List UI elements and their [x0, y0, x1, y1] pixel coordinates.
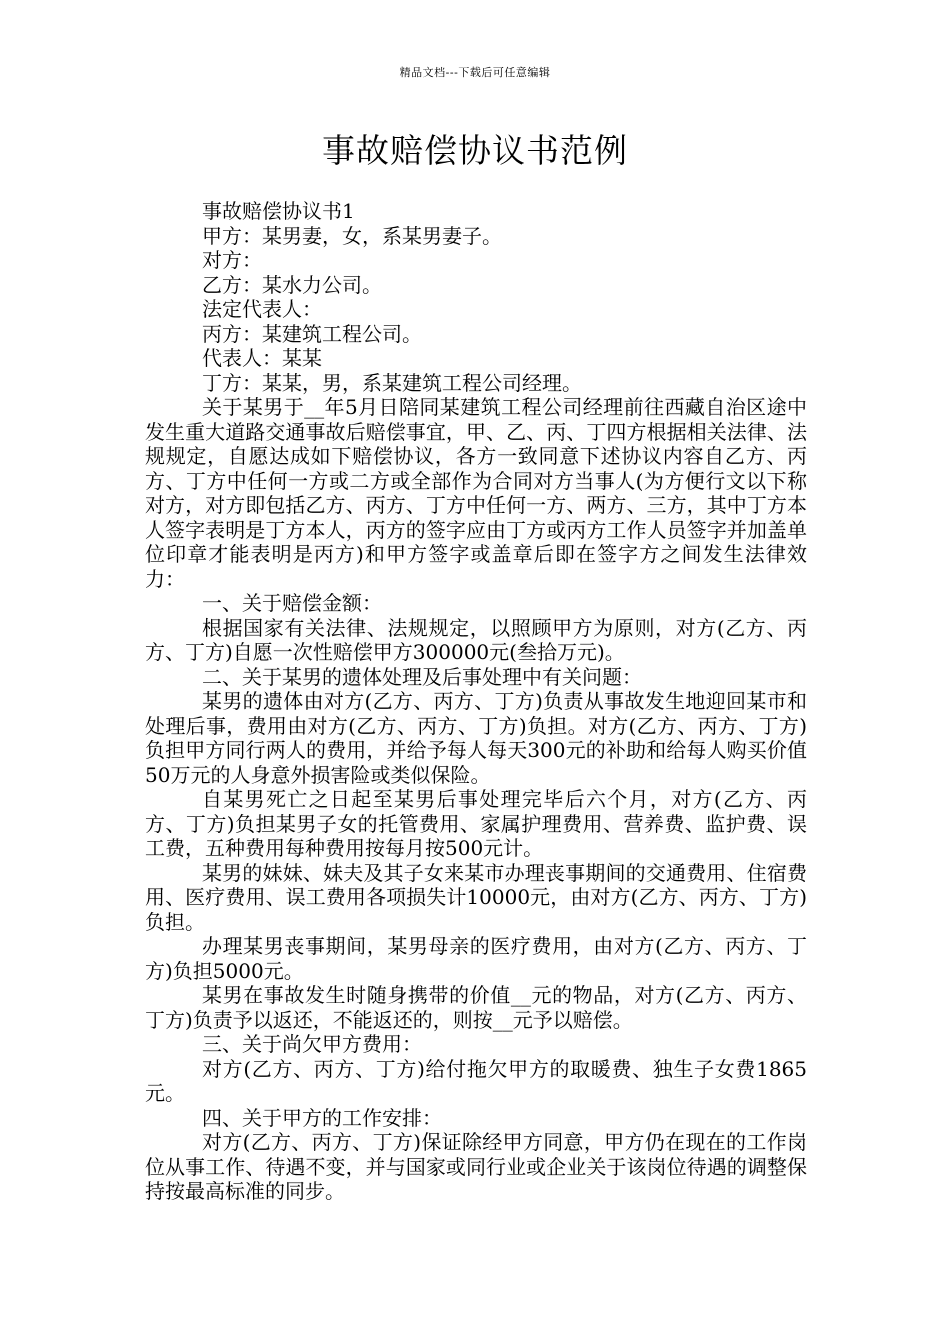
paragraph: 对方(乙方、丙方、丁方)保证除经甲方同意，甲方仍在现在的工作岗位从事工作、待遇不变，并与国家或同行业或企业关于该岗位待遇的调整保持按最高标准的同步。	[145, 1130, 807, 1203]
paragraph: 代表人：某某	[202, 346, 322, 370]
paragraph: 某男的妹妹、妹夫及其子女来某市办理丧事期间的交通费用、住宿费用、医疗费用、误工费用各项损失计10000元，由对方(乙方、丙方、丁方)负担。	[145, 860, 807, 934]
paragraph: 某男的遗体由对方(乙方、丙方、丁方)负责从事故发生地迎回某市和处理后事，费用由对方(乙方、丙方、丁方)负担。对方(乙方、丙方、丁方)负担甲方同行两人的费用，并给予每人每天300元的补助和给每人购买价值50万元的人身意外损害险或类似保险。	[145, 689, 807, 787]
section-heading: 二、关于某男的遗体处理及后事处理中有关问题：	[202, 664, 642, 689]
paragraph: 对方(乙方、丙方、丁方)给付拖欠甲方的取暖费、独生子女费1865元。	[145, 1056, 807, 1105]
paragraph: 根据国家有关法律、法规规定，以照顾甲方为原则，对方(乙方、丙方、丁方)自愿一次性赔偿甲方300000元(叁拾万元)。	[145, 615, 807, 664]
section-heading: 三、关于尚欠甲方费用：	[202, 1032, 422, 1056]
paragraph: 自某男死亡之日起至某男后事处理完毕后六个月，对方(乙方、丙方、丁方)负担某男子女的托管费用、家属护理费用、营养费、监护费、误工费，五种费用每种费用按每月按500元计。	[145, 787, 807, 860]
paragraph: 事故赔偿协议书1	[202, 199, 355, 223]
paragraph: 甲方：某男妻，女，系某男妻子。	[202, 223, 502, 248]
document-body	[145, 199, 807, 1204]
page-header: 精品文档---下载后可任意编辑	[399, 66, 551, 79]
paragraph: 办理某男丧事期间，某男母亲的医疗费用，由对方(乙方、丙方、丁方)负担5000元。	[145, 934, 807, 983]
section-heading: 一、关于赔偿金额：	[202, 591, 382, 615]
paragraph: 关于某男于__年5月日陪同某建筑工程公司经理前往西藏自治区途中发生重大道路交通事故后赔偿事宜，甲、乙、丙、丁四方根据相关法律、法规规定，自愿达成如下赔偿协议，各方一致同意下述协议内容自乙方、丙方、丁方中任何一方或二方或全部作为合同对方当事人(为方便行文以下称对方，对方即包括乙方、丙方、丁方中任何一方、两方、三方，其中丁方本人签字表明是丁方本人，丙方的签字应由丁方或丙方工作人员签字并加盖单位印章才能表明是丙方)和甲方签字或盖章后即在签字方之间发生法律效力：	[145, 395, 807, 591]
paragraph: 丙方：某建筑工程公司。	[202, 321, 422, 346]
paragraph: 丁方：某某，男，系某建筑工程公司经理。	[202, 370, 582, 395]
paragraph: 对方：	[202, 248, 262, 272]
paragraph: 法定代表人：	[202, 297, 322, 321]
paragraph: 乙方：某水力公司。	[202, 272, 382, 297]
document-title: 事故赔偿协议书范例	[322, 131, 628, 170]
paragraph: 某男在事故发生时随身携带的价值__元的物品，对方(乙方、丙方、丁方)负责予以返还，不能返还的，则按__元予以赔偿。	[145, 983, 807, 1032]
section-heading: 四、关于甲方的工作安排：	[202, 1105, 442, 1130]
